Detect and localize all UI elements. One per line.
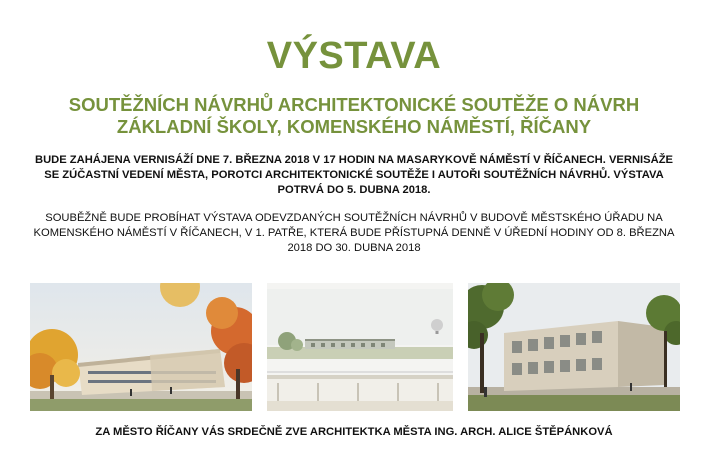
poster-title: VÝSTAVA (266, 35, 442, 77)
poster-subtitle: SOUTĚŽNÍCH NÁVRHŮ ARCHITEKTONICKÉ SOUTĚŽE O NÁVRH ZÁKLADNÍ ŠKOLY, KOMENSKÉHO NÁMĚSTÍ, ŘÍČANY (68, 94, 640, 137)
exhibition-info: SOUBĚŽNĚ BUDE PROBÍHAT VÝSTAVA ODEVZDANÝCH SOUTĚŽNÍCH NÁVRHŮ V BUDOVĚ MĚSTSKÉHO ÚŘADU NA KOMENSKÉHO NÁMĚSTÍ V ŘÍČANECH, V 1. PATŘE, KTERÁ BUDE PŘÍSTUPNÁ DENNĚ V ÚŘEDNÍ HODINY OD 8. BŘEZNA 2018 DO 30. DUBNA 2018 (33, 212, 675, 254)
opening-announcement: BUDE ZAHÁJENA VERNISÁŽÍ DNE 7. BŘEZNA 2018 V 17 HODIN NA MASARYKOVĚ NÁMĚSTÍ V ŘÍČANECH. VERNISÁŽE SE ZÚČASTNÍ VEDENÍ MĚSTA, POROTCI ARCHITEKTONICKÉ SOUTĚŽE I AUTOŘI SOUTĚŽNÍCH NÁVRHŮ. VÝSTAVA POTRVÁ DO 5. DUBNA 2018. (35, 154, 673, 196)
school-rendering-autumn (30, 283, 252, 411)
school-rendering-panorama (267, 283, 453, 411)
school-rendering-courtyard (468, 283, 680, 411)
invitation-footer: ZA MĚSTO ŘÍČANY VÁS SRDEČNĚ ZVE ARCHITEKTKA MĚSTA ING. ARCH. ALICE ŠTĚPÁNKOVÁ (95, 426, 613, 438)
